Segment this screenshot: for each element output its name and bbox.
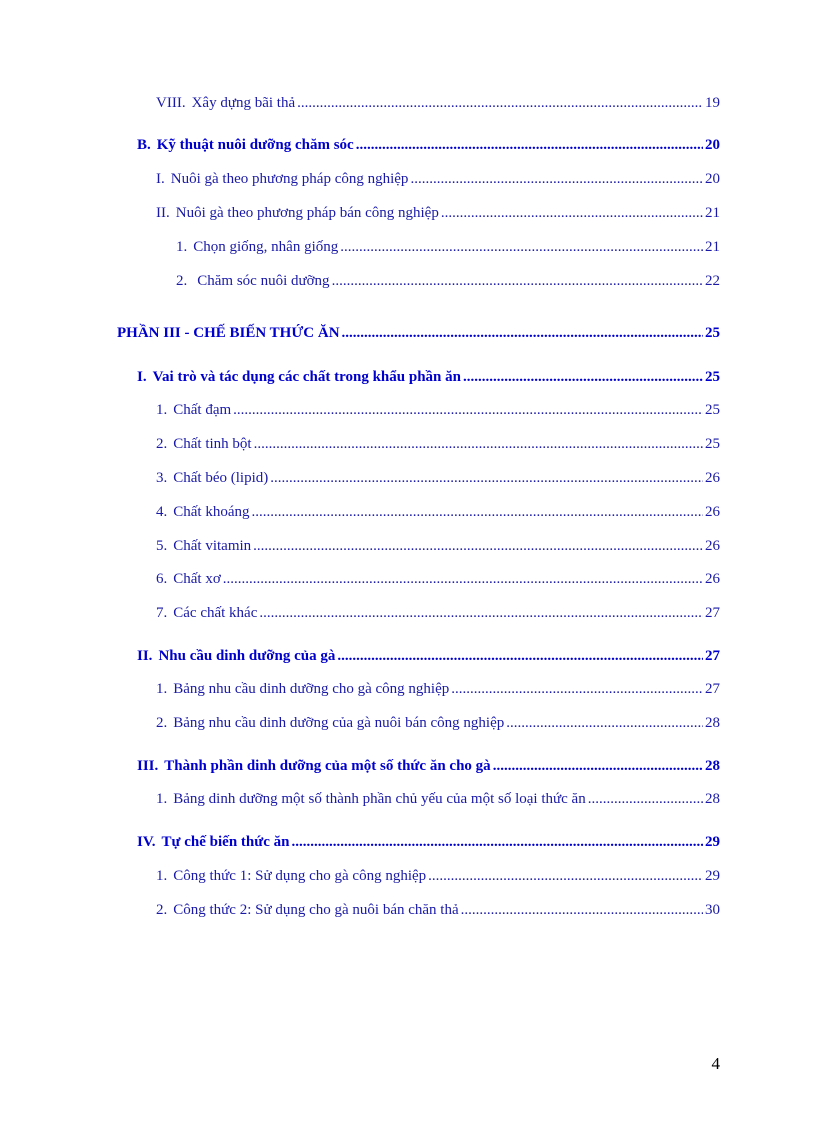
toc-entry-title: Bảng dinh dưỡng một số thành phần chủ yếu của một số loại thức ăn	[173, 791, 586, 807]
toc-entry-page: 30	[705, 902, 720, 918]
toc-entry-page: 22	[705, 273, 720, 289]
toc-entry-title: Thành phần dinh dưỡng của một số thức ăn cho gà	[164, 758, 491, 774]
toc-entry-1-cong-thuc-1[interactable]	[156, 867, 720, 885]
toc-entry-1-chon-giong[interactable]	[176, 238, 720, 256]
toc-entry-number: III.	[137, 758, 159, 774]
dot-leader	[337, 647, 703, 665]
toc-entry-page: 28	[705, 715, 720, 731]
toc-entry-page: 26	[705, 470, 720, 486]
dot-leader	[233, 401, 703, 419]
toc-entry-number: 2.	[156, 715, 168, 731]
toc-entry-5-chat-vitamin[interactable]	[156, 537, 720, 555]
toc-entry-title: Tự chế biến thức ăn	[161, 834, 290, 850]
toc-entry-title: Bảng nhu cầu dinh dưỡng cho gà công nghiệp	[173, 681, 450, 697]
toc-entry-page: 20	[705, 171, 720, 187]
dot-leader	[340, 238, 703, 256]
toc-entry-number: 1.	[156, 868, 168, 884]
toc-entry-number: IV.	[137, 834, 156, 850]
toc-entry-page: 25	[705, 325, 720, 341]
toc-entry-title: Các chất khác	[173, 605, 258, 621]
toc-entry-title: Chất đạm	[173, 402, 232, 418]
toc-entry-ii-nhu-cau[interactable]	[137, 647, 720, 665]
toc-entry-title: Nuôi gà theo phương pháp bán công nghiệp	[175, 205, 439, 221]
dot-leader	[463, 368, 703, 386]
toc-entry-title: Nhu cầu dinh dưỡng của gà	[158, 648, 336, 664]
dot-leader	[259, 604, 703, 622]
toc-entry-page: 25	[705, 369, 720, 385]
toc-entry-number: 3.	[156, 470, 168, 486]
toc-entry-number: 6.	[156, 571, 168, 587]
dot-leader	[342, 324, 703, 342]
dot-leader	[441, 204, 703, 222]
toc-entry-title: Chất tinh bột	[173, 436, 252, 452]
toc-entry-2-cham-soc[interactable]	[176, 272, 720, 290]
toc-entry-number: 5.	[156, 538, 168, 554]
toc-entry-i-cong-nghiep[interactable]	[156, 170, 720, 188]
toc-entry-4-chat-khoang[interactable]	[156, 503, 720, 521]
toc-entry-title: PHẦN III - CHẾ BIẾN THỨC ĂN	[117, 325, 340, 341]
dot-leader	[223, 570, 703, 588]
dot-leader	[252, 503, 704, 521]
toc-entry-page: 26	[705, 504, 720, 520]
toc-entry-number: B.	[137, 137, 151, 153]
toc-entry-number: 1.	[156, 402, 168, 418]
toc-entry-page: 28	[705, 791, 720, 807]
toc-entry-title: Chọn giống, nhân giống	[193, 239, 339, 255]
toc-entry-iv-tu-che-bien[interactable]	[137, 833, 720, 851]
dot-leader	[410, 170, 703, 188]
dot-leader	[493, 757, 703, 775]
toc-entry-number: 1.	[176, 239, 188, 255]
toc-entry-page: 29	[705, 834, 720, 850]
toc-entry-title: Chất khoáng	[173, 504, 250, 520]
toc-entry-number: 1.	[156, 681, 168, 697]
toc-entry-page: 28	[705, 758, 720, 774]
toc-entry-page: 25	[705, 402, 720, 418]
toc-entry-page: 27	[705, 605, 720, 621]
toc-entry-3-chat-beo[interactable]	[156, 469, 720, 487]
dot-leader	[270, 469, 703, 487]
toc-entry-number: 7.	[156, 605, 168, 621]
toc-entry-iii-thanh-phan[interactable]	[137, 757, 720, 775]
toc-entry-number: 2.	[156, 436, 168, 452]
toc-entry-number: II.	[137, 648, 153, 664]
toc-entry-viii-xay-dung-bai-tha[interactable]	[156, 94, 720, 112]
toc-entry-number: 2.	[176, 273, 188, 289]
toc-entry-page: 26	[705, 571, 720, 587]
toc-entry-title: Chất xơ	[173, 571, 221, 587]
dot-leader	[461, 901, 703, 919]
toc-entry-6-chat-xo[interactable]	[156, 570, 720, 588]
toc-entry-number: 4.	[156, 504, 168, 520]
toc-entry-page: 27	[705, 681, 720, 697]
toc-entry-title: Chăm sóc nuôi dưỡng	[197, 273, 330, 289]
toc-entry-page: 21	[705, 239, 720, 255]
toc-entry-title: Nuôi gà theo phương pháp công nghiệp	[170, 171, 409, 187]
toc-entry-1-chat-dam[interactable]	[156, 401, 720, 419]
toc-entry-title: Bảng nhu cầu dinh dưỡng của gà nuôi bán công nghiệp	[173, 715, 505, 731]
toc-entry-number: I.	[137, 369, 147, 385]
toc-entry-title: Chất vitamin	[173, 538, 252, 554]
toc-entry-page: 26	[705, 538, 720, 554]
toc-entry-phan-iii[interactable]	[117, 324, 720, 342]
toc-entry-2-cong-thuc-2[interactable]	[156, 901, 720, 919]
toc-entry-title: Chất béo (lipid)	[173, 470, 269, 486]
toc-entry-number: II.	[156, 205, 170, 221]
toc-entry-title: Xây dựng bãi thả	[191, 95, 296, 111]
dot-leader	[506, 714, 703, 732]
dot-leader	[588, 790, 703, 808]
toc-entry-page: 20	[705, 137, 720, 153]
dot-leader	[254, 435, 703, 453]
toc-entry-number: 1.	[156, 791, 168, 807]
toc-entry-title: Công thức 2: Sử dụng cho gà nuôi bán chăn thả	[173, 902, 459, 918]
toc-entry-i-vai-tro[interactable]	[137, 368, 720, 386]
dot-leader	[428, 867, 703, 885]
toc-entry-7-cac-chat-khac[interactable]	[156, 604, 720, 622]
toc-entry-title: Vai trò và tác dụng các chất trong khẩu phần ăn	[152, 369, 461, 385]
dot-leader	[356, 136, 703, 154]
toc-entry-2-chat-tinh-bot[interactable]	[156, 435, 720, 453]
toc-entry-2-bang-nhu-cau-ban-cong-nghiep[interactable]	[156, 714, 720, 732]
toc-entry-1-bang-dinh-duong[interactable]	[156, 790, 720, 808]
toc-entry-title: Kỹ thuật nuôi dưỡng chăm sóc	[156, 137, 354, 153]
page-number: 4	[711, 1054, 720, 1073]
dot-leader	[297, 94, 703, 112]
toc-entry-title: Công thức 1: Sử dụng cho gà công nghiệp	[173, 868, 427, 884]
dot-leader	[332, 272, 703, 290]
toc-entry-page: 29	[705, 868, 720, 884]
toc-entry-b-ky-thuat[interactable]	[137, 136, 720, 154]
toc-entry-page: 25	[705, 436, 720, 452]
toc-entry-number: VIII.	[156, 95, 186, 111]
dot-leader	[253, 537, 703, 555]
dot-leader	[451, 680, 703, 698]
toc-entry-ii-ban-cong-nghiep[interactable]	[156, 204, 720, 222]
toc-entry-page: 21	[705, 205, 720, 221]
dot-leader	[292, 833, 703, 851]
toc-entry-page: 27	[705, 648, 720, 664]
toc-entry-page: 19	[705, 95, 720, 111]
toc-entry-number: 2.	[156, 902, 168, 918]
toc-entry-1-bang-nhu-cau-cong-nghiep[interactable]	[156, 680, 720, 698]
toc-entry-number: I.	[156, 171, 165, 187]
